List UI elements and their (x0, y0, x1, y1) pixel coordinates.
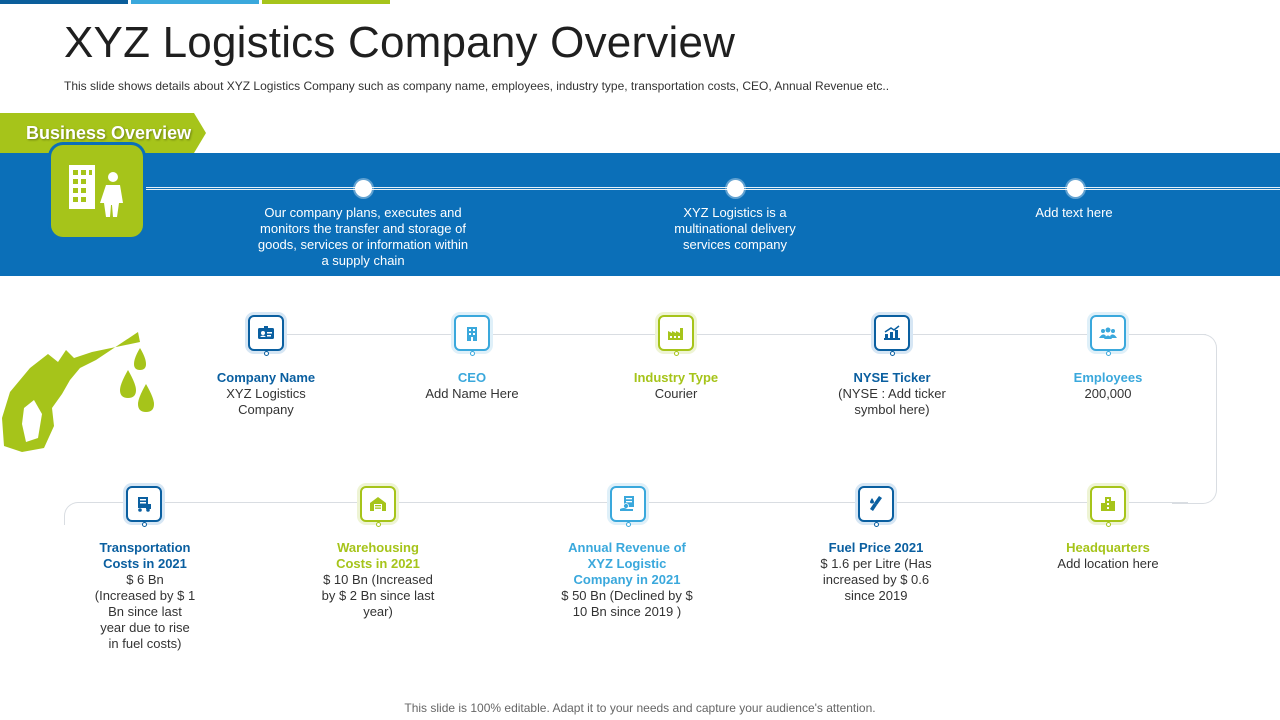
node-pin (1106, 351, 1111, 356)
path-line-left-curve (64, 502, 81, 525)
business-item-3: Add text here (1035, 205, 1113, 220)
warehouse-icon (360, 486, 396, 522)
transportation-costs-value: $ 6 Bn (Increased by $ 1 Bn since last year due to rise in fuel costs) (94, 572, 196, 651)
building-person-icon (51, 145, 143, 237)
fuel-price-heading: Fuel Price 2021 (828, 540, 924, 555)
industry-type-value: Courier (654, 386, 698, 401)
fuel-price-label (816, 540, 936, 604)
path-line-top (266, 334, 1206, 335)
revenue-hand-icon (610, 486, 646, 522)
top-accent-bar-2 (131, 0, 259, 4)
annual-revenue-value: $ 50 Bn (Declined by $ 10 Bn since 2019 ) (561, 588, 693, 619)
node-pin (264, 351, 269, 356)
nyse-ticker-label (822, 370, 962, 418)
node-pin (470, 351, 475, 356)
headquarters-label (1048, 540, 1168, 572)
ceo-label (402, 370, 542, 402)
band-timeline-line (146, 187, 1280, 190)
office-building-icon (454, 315, 490, 351)
annual-revenue-heading: Annual Revenue of XYZ Logistic Company in 2021 (568, 540, 686, 587)
page-title: XYZ Logistics Company Overview (64, 18, 736, 67)
people-group-icon (1090, 315, 1126, 351)
industry-type-label (606, 370, 746, 402)
page-subtitle: This slide shows details about XYZ Logistics Company such as company name, employees, industry type, transportation costs, CEO, Annual Revenue etc.. (64, 79, 890, 93)
company-name-heading: Company Name (216, 370, 316, 385)
node-pin (890, 351, 895, 356)
band-dot-1 (355, 180, 372, 197)
node-pin (376, 522, 381, 527)
business-overview-label: Business Overview (26, 123, 192, 143)
warehousing-costs-value: $ 10 Bn (Increased by $ 2 Bn since last year) (321, 572, 435, 619)
company-name-label (216, 370, 316, 418)
node-pin (626, 522, 631, 527)
company-name-value: XYZ Logistics Company (226, 386, 306, 417)
headquarters-heading: Headquarters (1066, 540, 1150, 555)
node-pin (674, 351, 679, 356)
fuel-nozzle-icon (0, 328, 160, 454)
employees-label (1038, 370, 1178, 402)
band-dot-3 (1067, 180, 1084, 197)
fuel-drop-icon (858, 486, 894, 522)
top-accent-bar-3 (262, 0, 390, 4)
nyse-ticker-heading: NYSE Ticker (853, 370, 931, 385)
ceo-value: Add Name Here (425, 386, 519, 401)
factory-icon (658, 315, 694, 351)
footer-note: This slide is 100% editable. Adapt it to your needs and capture your audience's attention. (404, 701, 876, 715)
truck-document-icon (126, 486, 162, 522)
ceo-heading: CEO (457, 370, 487, 385)
node-pin (874, 522, 879, 527)
employees-heading: Employees (1073, 370, 1143, 385)
nyse-ticker-value: (NYSE : Add ticker symbol here) (838, 386, 946, 417)
warehousing-costs-heading: Warehousing Costs in 2021 (336, 540, 420, 571)
node-pin (1106, 522, 1111, 527)
node-pin (142, 522, 147, 527)
headquarters-building-icon (1090, 486, 1126, 522)
headquarters-value: Add location here (1057, 556, 1159, 571)
transportation-costs-label (94, 540, 196, 652)
fuel-price-value: $ 1.6 per Litre (Has increased by $ 0.6 since 2019 (820, 556, 932, 603)
warehousing-costs-label (320, 540, 436, 620)
business-item-1: Our company plans, executes and monitors the transfer and storage of goods, services or information within a supply chain (257, 205, 469, 268)
industry-type-heading: Industry Type (633, 370, 719, 385)
id-card-icon (248, 315, 284, 351)
transportation-costs-heading: Transportation Costs in 2021 (99, 540, 191, 571)
employees-value: 200,000 (1084, 386, 1132, 401)
path-line-right-curve (1172, 334, 1217, 504)
business-item-2: XYZ Logistics is a multinational delivery services company (674, 205, 796, 252)
growth-chart-icon (874, 315, 910, 351)
top-accent-bar-1 (0, 0, 128, 4)
annual-revenue-label (560, 540, 694, 620)
band-dot-2 (727, 180, 744, 197)
